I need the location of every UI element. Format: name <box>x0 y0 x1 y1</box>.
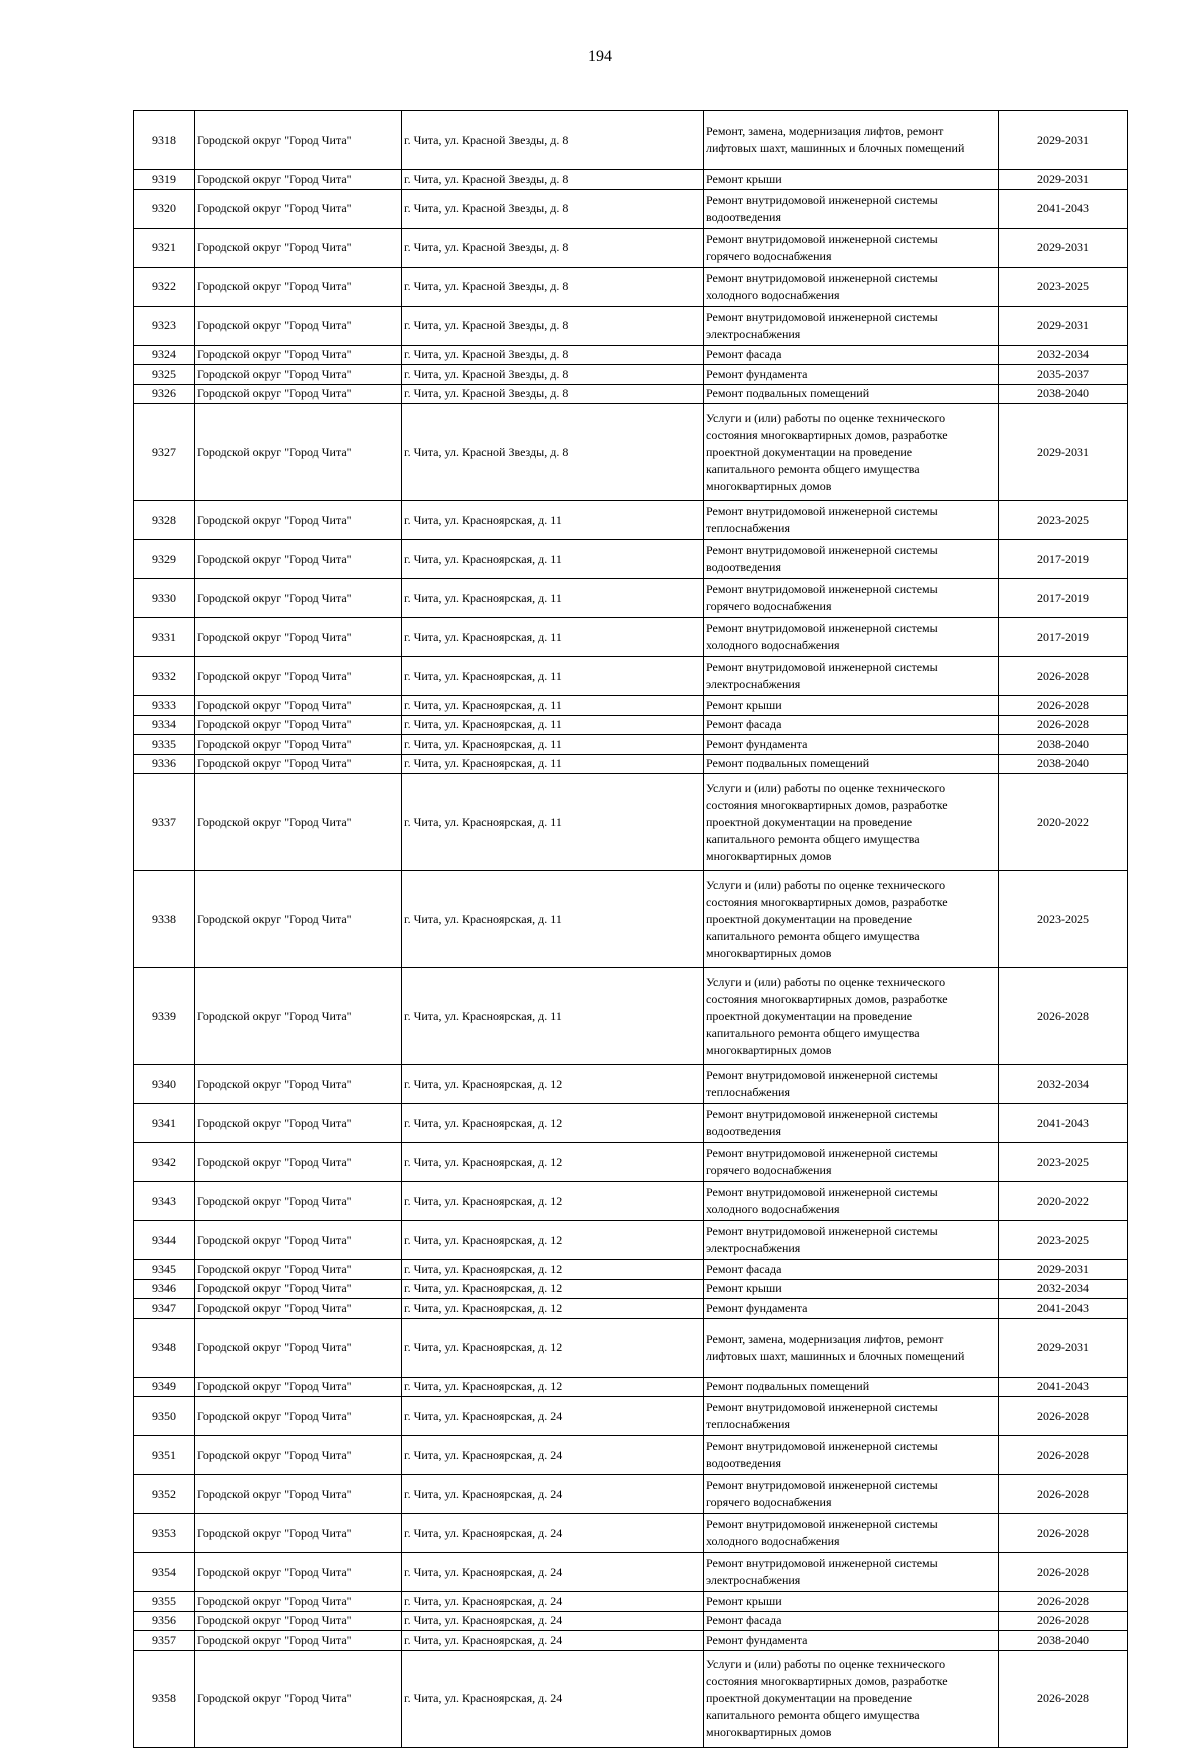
period-cell: 2041-2043 <box>999 189 1128 228</box>
address-cell: г. Чита, ул. Красноярская, д. 12 <box>402 1104 704 1143</box>
row-number: 9331 <box>134 618 195 657</box>
address-cell: г. Чита, ул. Красной Звезды, д. 8 <box>402 267 704 306</box>
work-type-cell: Ремонт фасада <box>704 345 999 365</box>
table-row <box>134 189 1128 228</box>
table-row <box>134 657 1128 696</box>
address-cell: г. Чита, ул. Красноярская, д. 12 <box>402 1377 704 1397</box>
table-row <box>134 501 1128 540</box>
address-cell: г. Чита, ул. Красноярская, д. 24 <box>402 1553 704 1592</box>
municipality-cell: Городской округ "Город Чита" <box>195 1436 402 1475</box>
row-number: 9340 <box>134 1065 195 1104</box>
table-row <box>134 618 1128 657</box>
municipality-cell: Городской округ "Город Чита" <box>195 228 402 267</box>
period-cell: 2023-2025 <box>999 267 1128 306</box>
period-cell: 2017-2019 <box>999 579 1128 618</box>
work-type-cell: Ремонт внутридомовой инженерной системы холодного водоснабжения <box>704 1514 999 1553</box>
address-cell: г. Чита, ул. Красноярская, д. 11 <box>402 774 704 871</box>
period-cell: 2029-2031 <box>999 1318 1128 1377</box>
period-cell: 2026-2028 <box>999 1650 1128 1747</box>
row-number: 9344 <box>134 1221 195 1260</box>
period-cell: 2029-2031 <box>999 1260 1128 1280</box>
table-row <box>134 871 1128 968</box>
period-cell: 2026-2028 <box>999 696 1128 716</box>
period-cell: 2032-2034 <box>999 345 1128 365</box>
address-cell: г. Чита, ул. Красной Звезды, д. 8 <box>402 365 704 385</box>
row-number: 9348 <box>134 1318 195 1377</box>
row-number: 9334 <box>134 715 195 735</box>
municipality-cell: Городской округ "Город Чита" <box>195 1592 402 1612</box>
table-row <box>134 345 1128 365</box>
row-number: 9346 <box>134 1279 195 1299</box>
work-type-cell: Ремонт внутридомовой инженерной системы водоотведения <box>704 1436 999 1475</box>
municipality-cell: Городской округ "Город Чита" <box>195 1650 402 1747</box>
municipality-cell: Городской округ "Город Чита" <box>195 540 402 579</box>
address-cell: г. Чита, ул. Красной Звезды, д. 8 <box>402 228 704 267</box>
work-type-cell: Ремонт фасада <box>704 1611 999 1631</box>
work-type-cell: Ремонт фасада <box>704 715 999 735</box>
table-row <box>134 111 1128 170</box>
period-cell: 2020-2022 <box>999 774 1128 871</box>
table-row <box>134 1475 1128 1514</box>
page-number: 194 <box>588 48 612 65</box>
work-type-cell: Ремонт подвальных помещений <box>704 384 999 404</box>
work-type-cell: Ремонт внутридомовой инженерной системы горячего водоснабжения <box>704 1475 999 1514</box>
work-type-cell: Ремонт внутридомовой инженерной системы электроснабжения <box>704 1221 999 1260</box>
table-row <box>134 715 1128 735</box>
table-row <box>134 754 1128 774</box>
work-type-cell: Ремонт крыши <box>704 1592 999 1612</box>
table-row <box>134 267 1128 306</box>
address-cell: г. Чита, ул. Красной Звезды, д. 8 <box>402 170 704 190</box>
address-cell: г. Чита, ул. Красноярская, д. 24 <box>402 1611 704 1631</box>
row-number: 9325 <box>134 365 195 385</box>
municipality-cell: Городской округ "Город Чита" <box>195 1514 402 1553</box>
table-row <box>134 1182 1128 1221</box>
address-cell: г. Чита, ул. Красноярская, д. 11 <box>402 735 704 755</box>
row-number: 9343 <box>134 1182 195 1221</box>
work-type-cell: Услуги и (или) работы по оценке технического состояния многоквартирных домов, разработке проектной документации на проведение капитального ремонта общего имущества многоквартирных домов <box>704 968 999 1065</box>
row-number: 9328 <box>134 501 195 540</box>
municipality-cell: Городской округ "Город Чита" <box>195 1182 402 1221</box>
period-cell: 2041-2043 <box>999 1377 1128 1397</box>
period-cell: 2023-2025 <box>999 1221 1128 1260</box>
row-number: 9323 <box>134 306 195 345</box>
work-type-cell: Ремонт внутридомовой инженерной системы холодного водоснабжения <box>704 618 999 657</box>
municipality-cell: Городской округ "Город Чита" <box>195 189 402 228</box>
municipality-cell: Городской округ "Город Чита" <box>195 1553 402 1592</box>
work-type-cell: Услуги и (или) работы по оценке технического состояния многоквартирных домов, разработке проектной документации на проведение капитального ремонта общего имущества многоквартирных домов <box>704 774 999 871</box>
municipality-cell: Городской округ "Город Чита" <box>195 735 402 755</box>
period-cell: 2026-2028 <box>999 1475 1128 1514</box>
municipality-cell: Городской округ "Город Чита" <box>195 579 402 618</box>
municipality-cell: Городской округ "Город Чита" <box>195 404 402 501</box>
address-cell: г. Чита, ул. Красноярская, д. 24 <box>402 1650 704 1747</box>
municipality-cell: Городской округ "Город Чита" <box>195 715 402 735</box>
period-cell: 2026-2028 <box>999 1436 1128 1475</box>
address-cell: г. Чита, ул. Красноярская, д. 12 <box>402 1182 704 1221</box>
work-type-cell: Ремонт внутридомовой инженерной системы теплоснабжения <box>704 1065 999 1104</box>
municipality-cell: Городской округ "Город Чита" <box>195 1299 402 1319</box>
table-row <box>134 1631 1128 1651</box>
period-cell: 2038-2040 <box>999 384 1128 404</box>
row-number: 9319 <box>134 170 195 190</box>
address-cell: г. Чита, ул. Красноярская, д. 12 <box>402 1279 704 1299</box>
municipality-cell: Городской округ "Город Чита" <box>195 384 402 404</box>
address-cell: г. Чита, ул. Красноярская, д. 24 <box>402 1514 704 1553</box>
address-cell: г. Чита, ул. Красноярская, д. 11 <box>402 540 704 579</box>
period-cell: 2026-2028 <box>999 1592 1128 1612</box>
address-cell: г. Чита, ул. Красной Звезды, д. 8 <box>402 384 704 404</box>
period-cell: 2032-2034 <box>999 1065 1128 1104</box>
work-type-cell: Ремонт фундамента <box>704 735 999 755</box>
work-type-cell: Ремонт внутридомовой инженерной системы холодного водоснабжения <box>704 1182 999 1221</box>
municipality-cell: Городской округ "Город Чита" <box>195 1260 402 1280</box>
work-type-cell: Ремонт внутридомовой инженерной системы водоотведения <box>704 189 999 228</box>
row-number: 9351 <box>134 1436 195 1475</box>
period-cell: 2029-2031 <box>999 170 1128 190</box>
municipality-cell: Городской округ "Город Чита" <box>195 871 402 968</box>
work-type-cell: Ремонт внутридомовой инженерной системы холодного водоснабжения <box>704 267 999 306</box>
table-row <box>134 696 1128 716</box>
period-cell: 2029-2031 <box>999 404 1128 501</box>
address-cell: г. Чита, ул. Красноярская, д. 11 <box>402 715 704 735</box>
table-row <box>134 774 1128 871</box>
table-row <box>134 1104 1128 1143</box>
work-type-cell: Ремонт фундамента <box>704 1299 999 1319</box>
row-number: 9345 <box>134 1260 195 1280</box>
work-type-cell: Ремонт крыши <box>704 1279 999 1299</box>
municipality-cell: Городской округ "Город Чита" <box>195 501 402 540</box>
row-number: 9332 <box>134 657 195 696</box>
work-type-cell: Ремонт внутридомовой инженерной системы водоотведения <box>704 1104 999 1143</box>
work-type-cell: Услуги и (или) работы по оценке технического состояния многоквартирных домов, разработке проектной документации на проведение капитального ремонта общего имущества многоквартирных домов <box>704 1650 999 1747</box>
period-cell: 2038-2040 <box>999 1631 1128 1651</box>
address-cell: г. Чита, ул. Красной Звезды, д. 8 <box>402 189 704 228</box>
work-type-cell: Услуги и (или) работы по оценке технического состояния многоквартирных домов, разработке проектной документации на проведение капитального ремонта общего имущества многоквартирных домов <box>704 404 999 501</box>
work-type-cell: Ремонт фасада <box>704 1260 999 1280</box>
row-number: 9318 <box>134 111 195 170</box>
table-row <box>134 1397 1128 1436</box>
row-number: 9338 <box>134 871 195 968</box>
work-type-cell: Ремонт внутридомовой инженерной системы электроснабжения <box>704 306 999 345</box>
period-cell: 2035-2037 <box>999 365 1128 385</box>
municipality-cell: Городской округ "Город Чита" <box>195 657 402 696</box>
period-cell: 2038-2040 <box>999 754 1128 774</box>
table-row <box>134 1279 1128 1299</box>
row-number: 9330 <box>134 579 195 618</box>
address-cell: г. Чита, ул. Красноярская, д. 12 <box>402 1260 704 1280</box>
period-cell: 2026-2028 <box>999 1611 1128 1631</box>
address-cell: г. Чита, ул. Красноярская, д. 11 <box>402 968 704 1065</box>
table-row <box>134 1065 1128 1104</box>
table-row <box>134 579 1128 618</box>
period-cell: 2023-2025 <box>999 501 1128 540</box>
work-type-cell: Ремонт подвальных помещений <box>704 1377 999 1397</box>
row-number: 9327 <box>134 404 195 501</box>
work-type-cell: Ремонт внутридомовой инженерной системы горячего водоснабжения <box>704 579 999 618</box>
table-body <box>134 111 1128 1748</box>
address-cell: г. Чита, ул. Красной Звезды, д. 8 <box>402 306 704 345</box>
period-cell: 2032-2034 <box>999 1279 1128 1299</box>
table-row <box>134 1260 1128 1280</box>
municipality-cell: Городской округ "Город Чита" <box>195 306 402 345</box>
row-number: 9337 <box>134 774 195 871</box>
municipality-cell: Городской округ "Город Чита" <box>195 170 402 190</box>
municipality-cell: Городской округ "Город Чита" <box>195 696 402 716</box>
period-cell: 2017-2019 <box>999 618 1128 657</box>
address-cell: г. Чита, ул. Красноярская, д. 11 <box>402 579 704 618</box>
work-type-cell: Ремонт крыши <box>704 170 999 190</box>
municipality-cell: Городской округ "Город Чита" <box>195 1631 402 1651</box>
row-number: 9358 <box>134 1650 195 1747</box>
address-cell: г. Чита, ул. Красноярская, д. 12 <box>402 1143 704 1182</box>
row-number: 9357 <box>134 1631 195 1651</box>
period-cell: 2026-2028 <box>999 1553 1128 1592</box>
work-type-cell: Ремонт, замена, модернизация лифтов, ремонт лифтовых шахт, машинных и блочных помещений <box>704 1318 999 1377</box>
table-row <box>134 306 1128 345</box>
table-row <box>134 1592 1128 1612</box>
work-type-cell: Ремонт крыши <box>704 696 999 716</box>
row-number: 9321 <box>134 228 195 267</box>
period-cell: 2026-2028 <box>999 657 1128 696</box>
period-cell: 2026-2028 <box>999 968 1128 1065</box>
address-cell: г. Чита, ул. Красноярская, д. 11 <box>402 501 704 540</box>
work-type-cell: Ремонт внутридомовой инженерной системы горячего водоснабжения <box>704 228 999 267</box>
period-cell: 2029-2031 <box>999 111 1128 170</box>
municipality-cell: Городской округ "Город Чита" <box>195 1611 402 1631</box>
period-cell: 2023-2025 <box>999 1143 1128 1182</box>
period-cell: 2026-2028 <box>999 1397 1128 1436</box>
period-cell: 2017-2019 <box>999 540 1128 579</box>
work-type-cell: Ремонт подвальных помещений <box>704 754 999 774</box>
address-cell: г. Чита, ул. Красноярская, д. 12 <box>402 1299 704 1319</box>
capital-repair-table <box>133 110 1128 1748</box>
municipality-cell: Городской округ "Город Чита" <box>195 1475 402 1514</box>
row-number: 9336 <box>134 754 195 774</box>
row-number: 9335 <box>134 735 195 755</box>
municipality-cell: Городской округ "Город Чита" <box>195 618 402 657</box>
row-number: 9349 <box>134 1377 195 1397</box>
row-number: 9326 <box>134 384 195 404</box>
work-type-cell: Ремонт внутридомовой инженерной системы электроснабжения <box>704 657 999 696</box>
row-number: 9341 <box>134 1104 195 1143</box>
address-cell: г. Чита, ул. Красноярская, д. 11 <box>402 754 704 774</box>
address-cell: г. Чита, ул. Красноярская, д. 24 <box>402 1631 704 1651</box>
period-cell: 2026-2028 <box>999 715 1128 735</box>
period-cell: 2041-2043 <box>999 1104 1128 1143</box>
row-number: 9350 <box>134 1397 195 1436</box>
table-row <box>134 1553 1128 1592</box>
row-number: 9324 <box>134 345 195 365</box>
table-row <box>134 1318 1128 1377</box>
municipality-cell: Городской округ "Город Чита" <box>195 774 402 871</box>
table-row <box>134 540 1128 579</box>
work-type-cell: Ремонт внутридомовой инженерной системы электроснабжения <box>704 1553 999 1592</box>
row-number: 9329 <box>134 540 195 579</box>
table-row <box>134 1611 1128 1631</box>
table-row <box>134 1514 1128 1553</box>
address-cell: г. Чита, ул. Красноярская, д. 24 <box>402 1475 704 1514</box>
municipality-cell: Городской округ "Город Чита" <box>195 1279 402 1299</box>
period-cell: 2029-2031 <box>999 228 1128 267</box>
period-cell: 2029-2031 <box>999 306 1128 345</box>
table-row <box>134 1143 1128 1182</box>
municipality-cell: Городской округ "Город Чита" <box>195 111 402 170</box>
period-cell: 2038-2040 <box>999 735 1128 755</box>
work-type-cell: Ремонт внутридомовой инженерной системы теплоснабжения <box>704 501 999 540</box>
row-number: 9342 <box>134 1143 195 1182</box>
row-number: 9322 <box>134 267 195 306</box>
table-row <box>134 735 1128 755</box>
address-cell: г. Чита, ул. Красноярская, д. 12 <box>402 1065 704 1104</box>
table-row <box>134 1299 1128 1319</box>
work-type-cell: Ремонт внутридомовой инженерной системы горячего водоснабжения <box>704 1143 999 1182</box>
municipality-cell: Городской округ "Город Чита" <box>195 365 402 385</box>
municipality-cell: Городской округ "Город Чита" <box>195 1377 402 1397</box>
address-cell: г. Чита, ул. Красноярская, д. 12 <box>402 1221 704 1260</box>
work-type-cell: Ремонт, замена, модернизация лифтов, ремонт лифтовых шахт, машинных и блочных помещений <box>704 111 999 170</box>
municipality-cell: Городской округ "Город Чита" <box>195 968 402 1065</box>
address-cell: г. Чита, ул. Красноярская, д. 11 <box>402 657 704 696</box>
work-type-cell: Ремонт фундамента <box>704 1631 999 1651</box>
period-cell: 2026-2028 <box>999 1514 1128 1553</box>
table-row <box>134 1650 1128 1747</box>
table-row <box>134 384 1128 404</box>
address-cell: г. Чита, ул. Красноярская, д. 12 <box>402 1318 704 1377</box>
municipality-cell: Городской округ "Город Чита" <box>195 1397 402 1436</box>
period-cell: 2041-2043 <box>999 1299 1128 1319</box>
row-number: 9354 <box>134 1553 195 1592</box>
row-number: 9333 <box>134 696 195 716</box>
municipality-cell: Городской округ "Город Чита" <box>195 754 402 774</box>
work-type-cell: Ремонт фундамента <box>704 365 999 385</box>
address-cell: г. Чита, ул. Красной Звезды, д. 8 <box>402 345 704 365</box>
period-cell: 2020-2022 <box>999 1182 1128 1221</box>
municipality-cell: Городской округ "Город Чита" <box>195 1143 402 1182</box>
address-cell: г. Чита, ул. Красноярская, д. 24 <box>402 1592 704 1612</box>
work-type-cell: Ремонт внутридомовой инженерной системы теплоснабжения <box>704 1397 999 1436</box>
row-number: 9352 <box>134 1475 195 1514</box>
row-number: 9355 <box>134 1592 195 1612</box>
work-type-cell: Ремонт внутридомовой инженерной системы водоотведения <box>704 540 999 579</box>
row-number: 9356 <box>134 1611 195 1631</box>
table-row <box>134 170 1128 190</box>
municipality-cell: Городской округ "Город Чита" <box>195 1104 402 1143</box>
row-number: 9353 <box>134 1514 195 1553</box>
work-type-cell: Услуги и (или) работы по оценке технического состояния многоквартирных домов, разработке проектной документации на проведение капитального ремонта общего имущества многоквартирных домов <box>704 871 999 968</box>
row-number: 9320 <box>134 189 195 228</box>
period-cell: 2023-2025 <box>999 871 1128 968</box>
table-row <box>134 365 1128 385</box>
table-row <box>134 404 1128 501</box>
municipality-cell: Городской округ "Город Чита" <box>195 1318 402 1377</box>
municipality-cell: Городской округ "Город Чита" <box>195 1065 402 1104</box>
table-row <box>134 968 1128 1065</box>
row-number: 9347 <box>134 1299 195 1319</box>
municipality-cell: Городской округ "Город Чита" <box>195 1221 402 1260</box>
row-number: 9339 <box>134 968 195 1065</box>
municipality-cell: Городской округ "Город Чита" <box>195 345 402 365</box>
address-cell: г. Чита, ул. Красноярская, д. 11 <box>402 696 704 716</box>
table-row <box>134 1377 1128 1397</box>
municipality-cell: Городской округ "Город Чита" <box>195 267 402 306</box>
address-cell: г. Чита, ул. Красноярская, д. 24 <box>402 1436 704 1475</box>
address-cell: г. Чита, ул. Красной Звезды, д. 8 <box>402 404 704 501</box>
address-cell: г. Чита, ул. Красноярская, д. 24 <box>402 1397 704 1436</box>
address-cell: г. Чита, ул. Красноярская, д. 11 <box>402 618 704 657</box>
address-cell: г. Чита, ул. Красной Звезды, д. 8 <box>402 111 704 170</box>
table-row <box>134 228 1128 267</box>
table-row <box>134 1436 1128 1475</box>
table-row <box>134 1221 1128 1260</box>
address-cell: г. Чита, ул. Красноярская, д. 11 <box>402 871 704 968</box>
